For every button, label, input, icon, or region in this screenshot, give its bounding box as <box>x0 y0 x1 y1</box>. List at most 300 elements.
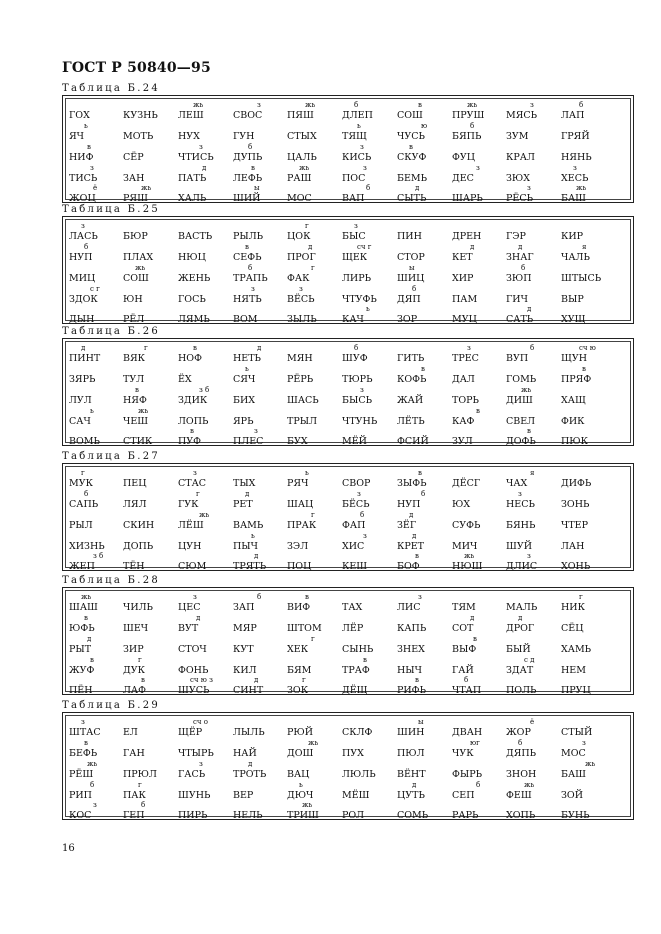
syllable-word: ЛЕШ <box>178 110 204 121</box>
transcription-mark: з <box>582 739 586 747</box>
syllable-word: СОТ <box>452 623 474 634</box>
transcription-mark: д <box>87 635 92 643</box>
transcription-mark: ь <box>90 407 94 415</box>
syllable-word: ЗУМ <box>506 131 529 142</box>
syllable-word: НУП <box>397 499 421 510</box>
syllable-word: НЕСЬ <box>506 499 535 510</box>
syllable-word: КАФ <box>452 416 475 427</box>
syllable-word: ДИФЬ <box>561 478 592 489</box>
syllable-table <box>62 338 634 446</box>
transcription-mark: г <box>81 469 85 477</box>
syllable-word: ЦЕС <box>178 602 201 613</box>
transcription-mark: в <box>415 552 419 560</box>
syllable-word: НЯТЬ <box>233 294 262 305</box>
syllable-word: ГОСЬ <box>178 294 206 305</box>
transcription-mark: в <box>418 101 422 109</box>
transcription-mark: жь <box>138 407 149 415</box>
syllable-word: ЯРЬ <box>233 416 254 427</box>
page-number: 16 <box>62 843 75 854</box>
table-row <box>63 801 633 822</box>
syllable-word: ЧТЫРЬ <box>178 748 214 759</box>
transcription-mark: з <box>193 593 197 601</box>
transcription-mark: г <box>302 676 306 684</box>
syllable-word: РЫЛ <box>69 520 93 531</box>
table-row <box>63 676 633 697</box>
syllable-word: КРЕТ <box>397 541 425 552</box>
syllable-word: НЯНЬ <box>561 152 592 163</box>
transcription-mark: з <box>363 532 367 540</box>
syllable-word: ЛЁШ <box>178 520 204 531</box>
syllable-word: ЛЫЛЬ <box>233 727 265 738</box>
transcription-mark: в <box>305 593 309 601</box>
table-row <box>63 718 633 739</box>
syllable-word: ФАП <box>342 520 366 531</box>
transcription-mark: жь <box>464 552 475 560</box>
syllable-word: СТОЧ <box>178 644 207 655</box>
table-row <box>63 614 633 635</box>
syllable-word: ВЫР <box>561 294 584 305</box>
syllable-word: СОШ <box>397 110 423 121</box>
transcription-mark: з <box>90 164 94 172</box>
syllable-word: МУЦ <box>452 314 477 325</box>
syllable-word: ПУФ <box>178 436 202 447</box>
syllable-word: СТАС <box>178 478 207 489</box>
transcription-mark: жь <box>524 781 535 789</box>
transcription-mark: г <box>138 656 142 664</box>
syllable-word: СОМЬ <box>397 810 429 821</box>
syllable-word: ТРАПЬ <box>233 273 268 284</box>
syllable-word: ЁХ <box>178 374 192 385</box>
syllable-word: ВУП <box>506 353 529 364</box>
transcription-mark: д <box>196 614 201 622</box>
syllable-word: ТЯЩ <box>342 131 367 142</box>
syllable-word: ГАН <box>123 748 145 759</box>
syllable-word: ДЮЧ <box>287 790 314 801</box>
syllable-word: ЗУЛ <box>452 436 473 447</box>
transcription-mark: я <box>530 469 535 477</box>
transcription-mark: б <box>579 101 584 109</box>
transcription-mark: в <box>418 469 422 477</box>
syllable-word: ЧТЕР <box>561 520 589 531</box>
syllable-word: ДУПЬ <box>233 152 263 163</box>
syllable-word: ТРЫЛ <box>287 416 318 427</box>
syllable-word: ТЮРЬ <box>342 374 373 385</box>
syllable-word: ШЕЧ <box>123 623 149 634</box>
syllable-word: ЧАЛЬ <box>561 252 590 263</box>
transcription-mark: жь <box>467 101 478 109</box>
transcription-mark: ё <box>93 184 98 192</box>
transcription-mark: з <box>530 101 534 109</box>
transcription-mark: з <box>360 143 364 151</box>
syllable-word: НЮЦ <box>178 252 206 263</box>
table-row <box>63 386 633 407</box>
syllable-word: БУНЬ <box>561 810 590 821</box>
syllable-word: ЗОЙ <box>561 790 583 801</box>
syllable-word: ПЛЕС <box>233 436 264 447</box>
syllable-word: РЫТ <box>69 644 92 655</box>
transcription-mark: б <box>248 264 253 272</box>
transcription-mark: д <box>412 781 417 789</box>
transcription-mark: жь <box>305 101 316 109</box>
syllable-word: ЛАП <box>561 110 585 121</box>
syllable-word: ЦАЛЬ <box>287 152 317 163</box>
syllable-word: ШИЙ <box>233 193 261 204</box>
syllable-word: РЁШ <box>69 769 94 780</box>
syllable-word: СЕП <box>452 790 475 801</box>
transcription-mark: д <box>81 344 86 352</box>
syllable-word: ДЯП <box>397 294 421 305</box>
syllable-word: ЗАП <box>233 602 255 613</box>
syllable-word: ЮХ <box>452 499 471 510</box>
syllable-word: МИЧ <box>452 541 478 552</box>
syllable-word: ТРЕС <box>452 353 479 364</box>
syllable-word: СКУФ <box>397 152 427 163</box>
syllable-word: НЕМ <box>561 665 586 676</box>
transcription-mark: юг <box>470 739 480 747</box>
document-header: ГОСТ Р 50840—95 <box>62 60 211 76</box>
syllable-word: ЩЕК <box>342 252 368 263</box>
syllable-word: ВАМЬ <box>233 520 264 531</box>
transcription-mark: жь <box>193 101 204 109</box>
syllable-word: ЛОПЬ <box>178 416 209 427</box>
syllable-word: РЁСЬ <box>506 193 533 204</box>
syllable-word: ЖЕП <box>69 561 95 572</box>
syllable-word: СВОР <box>342 478 371 489</box>
transcription-mark: в <box>473 635 477 643</box>
syllable-word: МОТЬ <box>123 131 154 142</box>
syllable-word: НУХ <box>178 131 200 142</box>
syllable-word: ДРОГ <box>506 623 535 634</box>
syllable-word: ДЫН <box>69 314 95 325</box>
transcription-mark: б <box>248 143 253 151</box>
syllable-word: БЫСЬ <box>342 395 372 406</box>
transcription-mark: г <box>305 222 309 230</box>
transcription-mark: з б <box>199 386 210 394</box>
syllable-word: ПЫЧ <box>233 541 258 552</box>
syllable-word: ЖОЦ <box>69 193 96 204</box>
syllable-word: ПУХ <box>342 748 364 759</box>
syllable-word: РЫЛЬ <box>233 231 264 242</box>
syllable-word: НЫЧ <box>397 665 422 676</box>
syllable-word: ГЕП <box>123 810 145 821</box>
syllable-word: ХАЛЬ <box>178 193 207 204</box>
transcription-mark: в <box>245 243 249 251</box>
syllable-word: ЗЁГ <box>397 520 417 531</box>
syllable-word: ДАЛ <box>452 374 475 385</box>
transcription-mark: д <box>412 532 417 540</box>
transcription-mark: в <box>84 739 88 747</box>
syllable-word: СЁЦ <box>561 623 584 634</box>
syllable-table <box>62 463 634 571</box>
transcription-mark: з <box>299 285 303 293</box>
transcription-mark: б <box>84 243 89 251</box>
syllable-word: ЗЮХ <box>506 173 531 184</box>
syllable-word: ШУНЬ <box>178 790 211 801</box>
transcription-mark: з <box>476 164 480 172</box>
syllable-word: ГИТЬ <box>397 353 425 364</box>
syllable-word: ХЕК <box>287 644 309 655</box>
syllable-word: СИНТ <box>233 685 264 696</box>
table-row <box>63 552 633 573</box>
syllable-word: ЗЭЛ <box>287 541 309 552</box>
syllable-word: БЫЙ <box>506 644 531 655</box>
syllable-word: НИК <box>561 602 585 613</box>
transcription-mark: з <box>518 490 522 498</box>
syllable-word: ДОФЬ <box>506 436 536 447</box>
syllable-word: ПЯШ <box>287 110 314 121</box>
syllable-word: МЁЙ <box>342 436 367 447</box>
syllable-table <box>62 587 634 695</box>
syllable-word: ДЕС <box>452 173 474 184</box>
syllable-word: МЁШ <box>342 790 370 801</box>
syllable-word: ЗЯРЬ <box>69 374 96 385</box>
syllable-word: БАШ <box>561 193 587 204</box>
syllable-word: БЫС <box>342 231 366 242</box>
syllable-word: ЧТИСЬ <box>178 152 214 163</box>
transcription-mark: д <box>254 676 259 684</box>
table-row <box>63 264 633 285</box>
transcription-mark: в <box>190 427 194 435</box>
table-row <box>63 122 633 143</box>
transcription-mark: з <box>199 143 203 151</box>
transcription-mark: с д <box>524 656 535 664</box>
table-caption: Таблица Б.26 <box>62 326 161 337</box>
syllable-word: ХАМЬ <box>561 644 592 655</box>
transcription-mark: д <box>202 164 207 172</box>
syllable-word: ЗАН <box>123 173 145 184</box>
table-row <box>63 164 633 185</box>
transcription-mark: з <box>354 222 358 230</box>
syllable-word: БУХ <box>287 436 308 447</box>
table-row <box>63 365 633 386</box>
transcription-mark: з <box>193 469 197 477</box>
transcription-mark: жь <box>302 801 313 809</box>
syllable-word: ХИС <box>342 541 365 552</box>
syllable-word: ПЁН <box>69 685 93 696</box>
syllable-word: ХАЩ <box>561 395 586 406</box>
syllable-word: СВОС <box>233 110 263 121</box>
syllable-word: ВУТ <box>178 623 199 634</box>
syllable-word: ШАСЬ <box>287 395 319 406</box>
transcription-mark: жь <box>87 760 98 768</box>
syllable-word: ВОМЬ <box>69 436 100 447</box>
syllable-word: ВАСТЬ <box>178 231 213 242</box>
syllable-word: ХОНЬ <box>561 561 591 572</box>
transcription-mark: в <box>251 164 255 172</box>
syllable-word: ГОХ <box>69 110 90 121</box>
syllable-word: КИСЬ <box>342 152 372 163</box>
table-row <box>63 143 633 164</box>
table-row <box>63 285 633 306</box>
transcription-mark: б <box>366 184 371 192</box>
table-caption: Таблица Б.28 <box>62 575 161 586</box>
syllable-word: ГУН <box>233 131 255 142</box>
syllable-word: ДОПЬ <box>123 541 154 552</box>
transcription-mark: в <box>363 656 367 664</box>
syllable-word: БЯМ <box>287 665 312 676</box>
transcription-mark: б <box>257 593 262 601</box>
syllable-word: ЕЛ <box>123 727 138 738</box>
syllable-word: ПЛАХ <box>123 252 154 263</box>
syllable-word: СЕФЬ <box>233 252 262 263</box>
transcription-mark: жь <box>585 760 596 768</box>
transcription-mark: б <box>354 101 359 109</box>
syllable-word: БЮР <box>123 231 148 242</box>
syllable-word: ХИЗНЬ <box>69 541 105 552</box>
transcription-mark: в <box>135 386 139 394</box>
transcription-mark: жь <box>81 593 92 601</box>
syllable-word: ЖОР <box>506 727 531 738</box>
transcription-mark: ю <box>421 122 428 130</box>
transcription-mark: в <box>527 427 531 435</box>
transcription-mark: в <box>141 676 145 684</box>
syllable-word: ЖУФ <box>69 665 95 676</box>
transcription-mark: сч г <box>357 243 372 251</box>
transcription-mark: ь <box>245 365 249 373</box>
transcription-mark: д <box>518 614 523 622</box>
syllable-word: РЁЛ <box>123 314 145 325</box>
transcription-mark: ь <box>299 781 303 789</box>
syllable-word: ДЛЕП <box>342 110 373 121</box>
syllable-word: ПЮК <box>561 436 588 447</box>
syllable-word: САТЬ <box>506 314 534 325</box>
table-row <box>63 656 633 677</box>
transcription-mark: д <box>257 344 262 352</box>
syllable-word: ШТАС <box>69 727 101 738</box>
transcription-mark: б <box>421 490 426 498</box>
transcription-mark: сч ю з <box>190 676 213 684</box>
syllable-word: САЧ <box>69 416 91 427</box>
syllable-word: ЯЧ <box>69 131 85 142</box>
transcription-mark: жь <box>576 184 587 192</box>
syllable-word: ПАМ <box>452 294 478 305</box>
syllable-word: ВОМ <box>233 314 258 325</box>
syllable-word: ГАСЬ <box>178 769 206 780</box>
syllable-word: БЁСЬ <box>342 499 370 510</box>
syllable-word: ЧЕШ <box>123 416 149 427</box>
table-caption: Таблица Б.27 <box>62 451 161 462</box>
syllable-word: ТРИШ <box>287 810 319 821</box>
transcription-mark: д <box>254 552 259 560</box>
syllable-word: МОС <box>287 193 312 204</box>
table-row <box>63 760 633 781</box>
syllable-word: ХОПЬ <box>506 810 536 821</box>
syllable-word: БЕМЬ <box>397 173 428 184</box>
table-row <box>63 101 633 122</box>
transcription-mark: з <box>527 184 531 192</box>
transcription-mark: з <box>573 164 577 172</box>
syllable-word: ШУФ <box>342 353 368 364</box>
syllable-word: ЧУК <box>452 748 474 759</box>
syllable-word: ГУК <box>178 499 199 510</box>
syllable-word: ЗИР <box>123 644 144 655</box>
transcription-mark: д <box>470 614 475 622</box>
syllable-word: ПРЮЛ <box>123 769 157 780</box>
syllable-word: ПРАК <box>287 520 317 531</box>
table-row <box>63 593 633 614</box>
transcription-mark: в <box>415 676 419 684</box>
transcription-mark: з <box>467 344 471 352</box>
syllable-word: НЕТЬ <box>233 353 261 364</box>
syllable-word: РЕТ <box>233 499 253 510</box>
table-caption: Таблица Б.25 <box>62 204 161 215</box>
syllable-word: КОС <box>69 810 92 821</box>
syllable-word: ЛУЛ <box>69 395 92 406</box>
syllable-word: БЯНЬ <box>506 520 536 531</box>
syllable-word: ДЯПЬ <box>506 748 537 759</box>
syllable-word: ФЫРЬ <box>452 769 483 780</box>
syllable-word: ЗОНЬ <box>561 499 590 510</box>
transcription-mark: б <box>354 344 359 352</box>
syllable-word: ЗНОН <box>506 769 537 780</box>
syllable-word: МЯСЬ <box>506 110 538 121</box>
table-caption: Таблица Б.24 <box>62 83 161 94</box>
syllable-word: КУЗНЬ <box>123 110 158 121</box>
syllable-word: НОФ <box>178 353 202 364</box>
syllable-word: ШТЫСЬ <box>561 273 602 284</box>
syllable-word: ЛИРЬ <box>342 273 372 284</box>
syllable-word: ПАТЬ <box>178 173 207 184</box>
syllable-word: СТОР <box>397 252 425 263</box>
syllable-word: ЮФЬ <box>69 623 95 634</box>
syllable-word: ЧТУФЬ <box>342 294 377 305</box>
syllable-word: ФОНЬ <box>178 665 209 676</box>
syllable-word: СКИН <box>123 520 155 531</box>
syllable-word: НУП <box>69 252 93 263</box>
syllable-word: НЯФ <box>123 395 147 406</box>
syllable-word: ФСИЙ <box>397 436 429 447</box>
syllable-word: ГАЙ <box>452 665 474 676</box>
syllable-word: ВАП <box>342 193 365 204</box>
syllable-word: ХИР <box>452 273 474 284</box>
syllable-word: РЁРЬ <box>287 374 314 385</box>
syllable-word: ЛЯМЬ <box>178 314 210 325</box>
syllable-word: ПИРЬ <box>178 810 208 821</box>
transcription-mark: б <box>412 285 417 293</box>
transcription-mark: жь <box>199 511 210 519</box>
transcription-mark: з <box>257 101 261 109</box>
transcription-mark: з <box>254 427 258 435</box>
transcription-mark: д <box>415 184 420 192</box>
transcription-mark: жь <box>308 739 319 747</box>
syllable-word: РАРЬ <box>452 810 479 821</box>
syllable-word: КРАЛ <box>506 152 535 163</box>
syllable-word: ПИНТ <box>69 353 101 364</box>
transcription-mark: з <box>93 801 97 809</box>
syllable-word: ЛЯЛ <box>123 499 147 510</box>
syllable-word: ЛАСЬ <box>69 231 98 242</box>
syllable-word: ЛЁР <box>342 623 364 634</box>
table-row <box>63 511 633 532</box>
transcription-mark: г <box>144 344 148 352</box>
syllable-word: ФУЦ <box>452 152 476 163</box>
transcription-mark: г <box>311 264 315 272</box>
syllable-word: ЗДОК <box>69 294 98 305</box>
transcription-mark: г <box>579 593 583 601</box>
transcription-mark: жь <box>299 164 310 172</box>
syllable-word: ДВАН <box>452 727 483 738</box>
syllable-word: СЫТЬ <box>397 193 427 204</box>
syllable-word: ЗЫФЬ <box>397 478 427 489</box>
syllable-word: ЗЫЛЬ <box>287 314 317 325</box>
syllable-word: ДИШ <box>506 395 533 406</box>
syllable-word: ПРОГ <box>287 252 316 263</box>
syllable-word: ЗДИК <box>178 395 208 406</box>
syllable-word: РОЛ <box>342 810 365 821</box>
transcription-mark: сч о <box>193 718 208 726</box>
transcription-mark: ы <box>254 184 260 192</box>
table-row <box>63 222 633 243</box>
